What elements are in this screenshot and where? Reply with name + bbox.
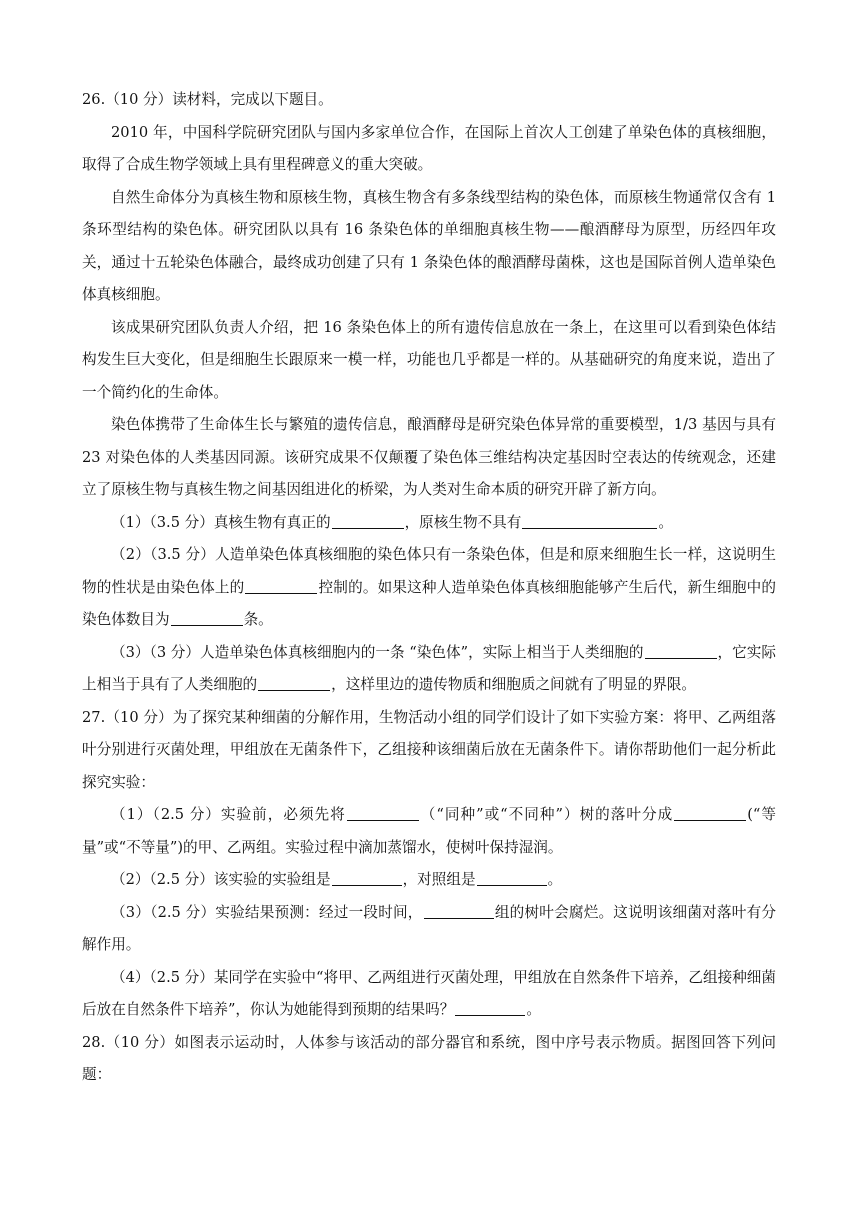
answer-blank[interactable] (424, 903, 494, 919)
q26-paragraph-1: 2010 年，中国科学院研究团队与国内多家单位合作，在国际上首次人工创建了单染色体的真核细胞，取得了合成生物学领域上具有里程碑意义的重大突破。 (82, 123, 776, 173)
exam-page (82, 84, 776, 1092)
q27-sub2-text-a: （2）（2.5 分）该实验的实验组是 (111, 871, 331, 888)
q26-paragraph-3: 该成果研究团队负责人介绍，把 16 条染色体上的所有遗传信息放在一条上，在这里可以看到染色体结构发生巨大变化，但是细胞生长跟原来一模一样，功能也几乎都是一样的。从基础研究的角度来说，造出了一个简约化的生命体。 (82, 318, 776, 401)
q26-sub1 (82, 507, 776, 540)
answer-blank[interactable] (347, 805, 419, 821)
q26-sub2-text-c: 条。 (243, 611, 273, 628)
q26-sub3-text-c: ，这样里边的遗传物质和细胞质之间就有了明显的界限。 (331, 676, 696, 693)
q27-sub1-text-c: (“等量”或“不等量”)的甲、乙两组。实验过程中滴加蒸馏水，使树叶保持湿润。 (82, 806, 776, 856)
answer-blank[interactable] (332, 870, 402, 886)
q26-sub2-text-a: （2）（3.5 分）人造单染色体真核细胞的染色体只有一条染色体，但是和原来细胞生长一样，这说明生物的性状是由染色体上的 (82, 546, 776, 596)
q27-sub4 (82, 962, 776, 1027)
q27-sub2 (82, 864, 776, 897)
q26-sub3 (82, 637, 776, 702)
q28-heading: 28.（10 分）如图表示运动时，人体参与该活动的部分器官和系统，图中序号表示物质。据图回答下列问题： (82, 1033, 776, 1083)
q26-sub3-text-b: ，它实际上相当于具有了人类细胞的 (82, 643, 776, 693)
answer-blank[interactable] (455, 1000, 525, 1016)
q27-sub1-text-a: （1）（2.5 分）实验前，必须先将 (111, 806, 346, 823)
answer-blank[interactable] (258, 675, 330, 691)
q27-sub3-text-a: （3）（2.5 分）实验结果预测：经过一段时间， (111, 903, 423, 921)
q27-sub1 (82, 799, 776, 864)
q26-sub2 (82, 539, 776, 637)
answer-blank[interactable] (171, 610, 243, 626)
q26-paragraph-2: 自然生命体分为真核生物和原核生物，真核生物含有多条线型结构的染色体，而原核生物通常仅含有 1 条环型结构的染色体。研究团队以具有 16 条染色体的单细胞真核生物——酿酒酵母为原型，历经四年攻关，通过十五轮染色体融合，最终成功创建了只有 1 条染色体的酿酒酵母菌株，这也是国际首例人造单染色体真核细胞。 (82, 188, 776, 303)
answer-blank[interactable] (674, 805, 746, 821)
q26-sub2-text-b: 控制的。如果这种人造单染色体真核细胞能够产生后代，新生细胞中的染色体数目为 (82, 578, 776, 628)
q27-heading: 27.（10 分）为了探究某种细菌的分解作用，生物活动小组的同学们设计了如下实验方案：将甲、乙两组落叶分别进行灭菌处理，甲组放在无菌条件下，乙组接种该细菌后放在无菌条件下。请你帮助他们一起分析此探究实验： (82, 708, 776, 791)
q27-sub3-text-b: 组的树叶会腐烂。这说明该细菌对落叶有分解作用。 (82, 903, 776, 953)
answer-blank[interactable] (332, 513, 404, 529)
answer-blank[interactable] (645, 643, 717, 659)
q27-sub3 (82, 897, 776, 962)
q27-sub2-text-b: ，对照组是 (402, 871, 476, 888)
q27-sub2-text-c: 。 (547, 871, 563, 888)
q27-sub4-text-a: （4）（2.5 分）某同学在实验中“将甲、乙两组进行灭菌处理，甲组放在自然条件下培养，乙组接种细菌后放在自然条件下培养”，你认为她能得到预期的结果吗？ (82, 968, 776, 1018)
answer-blank[interactable] (522, 513, 657, 529)
q26-sub1-text-c: 。 (658, 513, 673, 531)
q26-sub3-text-a: （3）（3 分）人造单染色体真核细胞内的一条 “染色体”，实际上相当于人类细胞的 (111, 643, 644, 661)
q26-sub1-text-a: （1）（3.5 分）真核生物有真正的 (111, 513, 331, 531)
q27-sub4-text-b: 。 (526, 1001, 541, 1018)
q26-sub1-text-b: ，原核生物不具有 (404, 513, 522, 531)
answer-blank[interactable] (477, 870, 547, 886)
q26-heading: 26.（10 分）读材料，完成以下题目。 (82, 91, 333, 108)
q27-sub1-text-b: （“同种”或“不同种”）树的落叶分成 (419, 806, 674, 823)
q26-paragraph-4: 染色体携带了生命体生长与繁殖的遗传信息，酿酒酵母是研究染色体异常的重要模型，1/3 基因与具有 23 对染色体的人类基因同源。该研究成果不仅颠覆了染色体三维结构决定基因时空表达的传统观念，还建立了原核生物与真核生物之间基因组进化的桥梁，为人类对生命本质的研究开辟了新方向。 (82, 416, 776, 498)
answer-blank[interactable] (245, 578, 317, 594)
